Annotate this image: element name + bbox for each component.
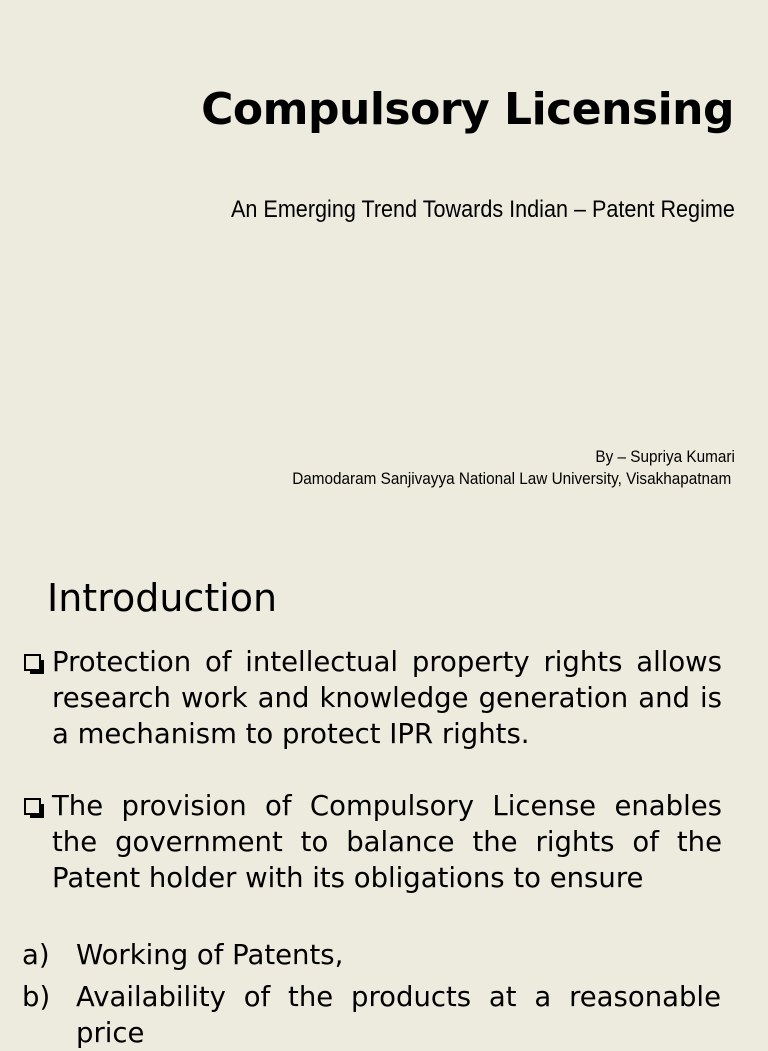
sub-list-item	[22, 937, 722, 973]
bullet-text: The provision of Compulsory License enables the government to balance the rights of the Patent holder with its obligations to ensure	[52, 790, 722, 894]
square-bullet-icon	[24, 654, 41, 671]
bullet-text: Protection of intellectual property rights allows research work and knowledge generation and is a mechanism to protect IPR rights.	[52, 646, 722, 750]
slide-subtitle: An Emerging Trend Towards Indian – Patent Regime	[231, 196, 735, 223]
author-block	[292, 446, 735, 490]
introduction-slide	[0, 540, 768, 1049]
slide-heading: Introduction	[47, 576, 278, 620]
bullet-item	[22, 788, 722, 896]
sub-list-text: Working of Patents,	[76, 939, 344, 971]
sub-list-label: b)	[22, 981, 51, 1013]
sub-list-text-continuation: price	[76, 1017, 145, 1049]
sub-list-text: Availability of the products at a reasonable	[76, 981, 721, 1013]
square-bullet-icon	[24, 798, 41, 815]
slide-title: Compulsory Licensing	[201, 84, 734, 135]
sub-list-label: a)	[22, 939, 50, 971]
bullet-item	[22, 644, 722, 752]
sub-list-item	[22, 979, 722, 1015]
author-name: By – Supriya Kumari	[595, 447, 735, 466]
author-institution: Damodaram Sanjivayya National Law University, Visakhapatnam	[292, 469, 732, 488]
